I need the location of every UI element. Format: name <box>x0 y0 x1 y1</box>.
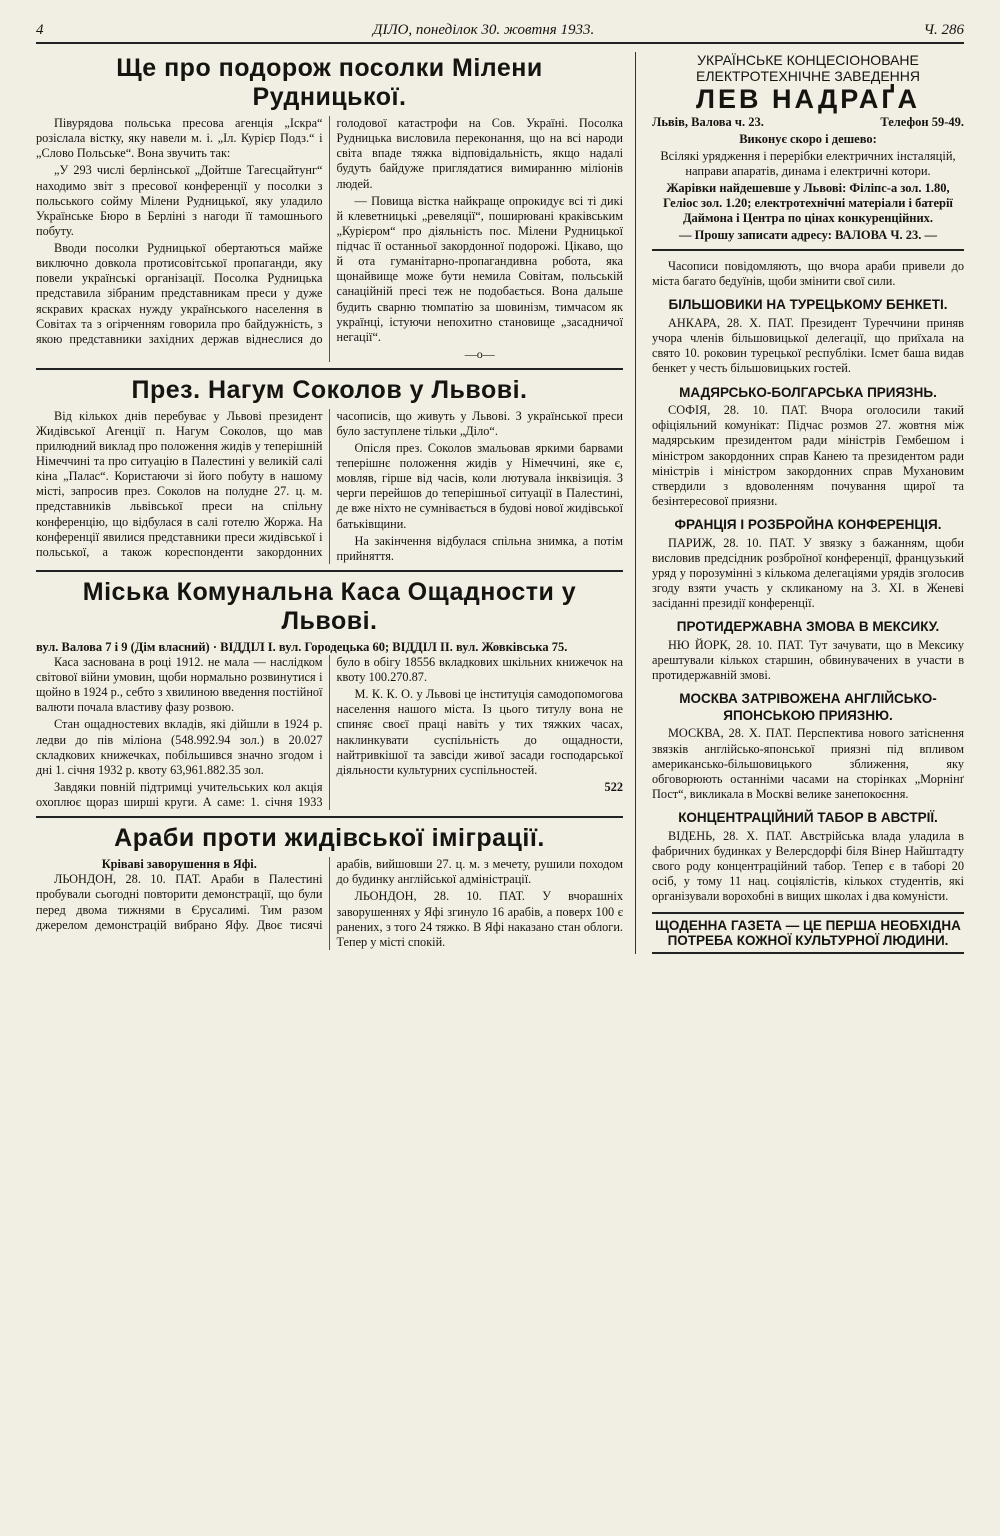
ad-address: Львів, Валова ч. 23. <box>652 115 764 130</box>
ad-line: Жарівки найдешевше у Львові: Філіпс-а зол. 1.80, Геліос зол. 1.20; електротехнічні матеріали і батерії Даймона і Центра по цінах конкуренційних. <box>663 181 953 226</box>
ad-company-name: ЛЕВ НАДРАҐА <box>696 84 920 115</box>
ad-title: УКРАЇНСЬКЕ КОНЦЕСІОНОВАНЕ ЕЛЕКТРОТЕХНІЧНЕ ЗАВЕДЕННЯ <box>695 52 920 85</box>
article-savings-bank <box>36 655 623 810</box>
divider <box>36 816 623 818</box>
news-column <box>652 259 964 904</box>
ad-line: — Прошу записати адресу: ВАЛОВА Ч. 23. — <box>678 228 938 243</box>
issue-number: Ч. 286 <box>923 22 964 38</box>
side-column <box>652 52 964 954</box>
subheadline: Кріваві заворушення в Яфі. <box>101 857 257 872</box>
ad-line: Всілякі урядження і перерібки електричних інсталяцій, направи апаратів, динама і електричні котори. <box>660 149 956 179</box>
paragraph: Стан ощадностевих вкладів, які дійшли в 1924 р. ледви до пів міліона (548.992.94 зол.) в 20.027 складкових книжечках, побільшився значно згодом і дні 1. січня 1932 р. квоту 63,961.882.35 зол. <box>36 717 323 777</box>
ad-number: 522 <box>604 779 623 794</box>
divider <box>36 570 623 572</box>
headline-arabs: Араби проти жидівської іміграції. <box>114 824 545 853</box>
news-text: ВІДЕНЬ, 28. Х. ПАТ. Австрійська влада уладила в фабричних будинках у Велерсдорфі біля Вінер Найштадту свого роду концентраційний табор. Тепер є в таборі 20 осіб, у тому 11 нац. соціялістів, кількох студентів, які організували ворохобні в вищих школах і два комуністи. <box>652 828 964 904</box>
ad-slogan: Виконує скоро і дешево: <box>739 132 877 147</box>
article-arabs <box>36 857 623 950</box>
paragraph: Завдяки повній підтримці учительських кол акція охоплює щораз ширші круги. А саме: 1. січня 1933 було в обігу 18556 вкладкових шкільних книжечок на квоту 100.270.87. <box>36 654 623 809</box>
article-rudnytska <box>36 116 623 362</box>
paragraph: Півурядова польська пресова агенція „Іскра“ розіслала вістку, яку навели м. і. „Іл. Курієр Подз.“ і „Слово Польське“. Вона звучить так: <box>36 116 323 161</box>
page-header <box>36 22 964 44</box>
paragraph: Від кількох днів перебуває у Львові президент Жидівської Агенції п. Нагум Соколов, що мав прилюдний виклад про положення жидів у теперішній Німеччині та про ситуацію в Палестині у великій салі кіна „Палас“. Користаючи зі його побуту в нашому місті, запросив през. Соколов на полудне 27. ц. м. представників львівської преси на спільну конференцію, що відбулася в салі готелю Жоржа. На конференції явилися представники преси жидівської і польської, а також кореспонденти закордонних часописів, що живуть у Львові. З української преси було заступлене тільки „Діло“. <box>36 408 623 559</box>
ad-phone: Телефон 59-49. <box>880 115 964 130</box>
paragraph: — Повища вістка найкраще опрокидує всі ті дикі й клеветницькі „ревеляції“, поширювані краківським „Курієром“ про діяльність пос. Мілени Рудницької підчас її останньої закордонної подорожі. Цікаво, що й ота гуманітарно-пропагандивна робота, яка щонайвище може бути немила Совітам, польській санаційній пресі теж не подобається. Вона дальше будить сварню тюмпатію за шовинізм, тимчасом як українці, істуючи непохитно становище „засадничої негації“. <box>336 193 623 344</box>
paragraph: „У 293 числі берлінської „Дойтше Тагесцайтунг“ находимо звіт з пресової конференції у посолки з польського сойму Мілени Рудницької, яку уладило Українське Бюро в Берліні з нагоди її тамошнього побуту. <box>36 163 323 238</box>
news-heading: БІЛЬШОВИКИ НА ТУРЕЦЬКОМУ БЕНКЕТІ. <box>668 297 948 313</box>
article-sokolov <box>36 409 623 564</box>
headline-sokolov: През. Нагум Соколов у Львові. <box>131 375 528 404</box>
news-heading: МОСКВА ЗАТРІВОЖЕНА АНГЛІЙСЬКО-ЯПОНСЬКОЮ ПРИЯЗНЮ. <box>679 691 937 723</box>
page-number: 4 <box>36 22 44 38</box>
paragraph: М. К. К. О. у Львові це інституція самодопомогова населення нашого міста. Із цього титулу вона не спиняє своєї праці навіть у тих тяжких часах, наклинкувати суспільність до ощадности, найтривкішої та завсіди живої засади господарської діяльности культурних суспільностей. <box>336 687 623 777</box>
masthead-line: ДІЛО, понеділок 30. жовтня 1933. <box>372 22 595 38</box>
paragraph: Вводи посолки Рудницької обертаються майже виключно довкола протисовітської пропаганди, яку повели українські організації. Посолка Рудницька представила зібраним представникам преси у дуже яскравих красках нужду українського населення в Совітах та з огірченням говорила про байдужність, з якою представники західних держав віднеслися до голодової катастрофи на Сов. Україні. Посолка Рудницька висловила переконання, що на всі народи світа впаде тяжка відповідальність, якщо надалі будуть байдуже приглядатися вимиранню міліонів людей. <box>36 116 623 346</box>
news-text: НЮ ЙОРК, 28. 10. ПАТ. Тут зачувати, що в Мексику арештували кількох старшин, обвинувачених в участи в протидержавній змові. <box>652 637 964 683</box>
news-heading: МАДЯРСЬКО-БОЛГАРСЬКА ПРИЯЗНЬ. <box>679 384 937 400</box>
divider <box>36 368 623 370</box>
paragraph: На закінчення відбулася спільна знимка, а потім прийняття. <box>336 533 623 563</box>
paragraph: Опісля през. Соколов змальовав яркими барвами теперішнє положення жидів у Німеччині, яке є, мовляв, гірше від часів, коли лютувала інквізиція. З черги перейшов до теперішньої ситуації в Палестині, де вже ніхто не сумнівається в будові нової жидівської батьківщини. <box>336 440 623 531</box>
news-heading: ПРОТИДЕРЖАВНА ЗМОВА В МЕКСИКУ. <box>676 619 940 635</box>
news-text: ПАРИЖ, 28. 10. ПАТ. У звязку з бажанням, щоби висловив предсідник розброїної конференції, французький уряд у порозумінні з кількома делегаціями урядів зголосив згоду взяти участь у скликаному на 3. ХІ. в Женеві засіданні президії конференції. <box>652 535 964 611</box>
news-text: АНКАРА, 28. Х. ПАТ. Президент Туреччини приняв учора членів більшовицької делегації, що приїхала на свято 10. роковин турецької республіки. Ісмет баша видав бенкет у честь більшовицьких гостей. <box>652 316 964 376</box>
paragraph: Каса заснована в році 1912. не мала — наслідком світової війни умовин, щоби нормально розвинутися і щойно в 1924 р., себто з хвилиною введення постійної валюти почала властиву фазу розвою. <box>36 654 323 715</box>
news-heading: КОНЦЕНТРАЦІЙНИЙ ТАБОР В АВСТРІЇ. <box>678 810 938 825</box>
advertisement-nadraga <box>652 52 964 251</box>
headline-rudnytska: Ще про подорож посолки Мілени Рудницької. <box>116 54 543 111</box>
newspaper-promo: ЩОДЕННА ГАЗЕТА — ЦЕ ПЕРША НЕОБХІДНА ПОТРЕБА КОЖНОЇ КУЛЬТУРНОЇ ЛЮДИНИ. <box>652 912 964 954</box>
bank-address: вул. Валова 7 і 9 (Дім власний) · ВІДДІЛ І. вул. Городецька 60; ВІДДІЛ ІІ. вул. Жовківська 75. <box>36 639 568 654</box>
paragraph: ЛЬОНДОН, 28. 10. ПАТ. Араби в Палестині пробували сьогодні повторити демонстрації, що були перед двома тижнями в Єрусалимі. Тим разом джерелом демонстрацій вибрано Яфу. Двоє тисячі арабів, вийшовши 27. ц. м. з мечету, рушили походом до будинку англійської адміністрації. <box>36 857 623 932</box>
news-text: Часописи повідомляють, що вчора араби привели до міста багато бедуїнів, щоби змінити свої сили. <box>652 259 964 289</box>
main-column <box>36 52 636 954</box>
paragraph: ЛЬОНДОН, 28. 10. ПАТ. У вчорашніх заворушеннях у Яфі згинуло 16 арабів, а поверх 100 є ранених, з того 24 тяжко. В Яфі наказано стан облоги. Тепер у місті спокій. <box>336 889 623 949</box>
news-text: МОСКВА, 28. Х. ПАТ. Перспектива нового затіснення звязків англійсько-японської приязні під впливом американсько-більшовицького зближення, яку обговорюють останніми часами на сторінках „Морнінґ Пост“, викликала в Москві велике занепокоєння. <box>652 726 964 801</box>
ornament: —o— <box>464 346 495 361</box>
headline-savings-bank: Міська Комунальна Каса Ощадности у Львові. <box>82 577 577 635</box>
news-text: СОФІЯ, 28. 10. ПАТ. Вчора оголосили такий офіціяльний комунікат: Підчас розмов 27. жовтня між мадярським президентом ради міністрів Гембешом і міністром закордонних справ Канею та президентом ради міністрів і міністром закордонних справ Мухановим ствердили з вдоволенням почування щирої та безінтересової приязни. <box>652 403 964 508</box>
ad-contact-row <box>652 115 964 130</box>
news-heading: ФРАНЦІЯ І РОЗБРОЙНА КОНФЕРЕНЦІЯ. <box>674 517 942 532</box>
